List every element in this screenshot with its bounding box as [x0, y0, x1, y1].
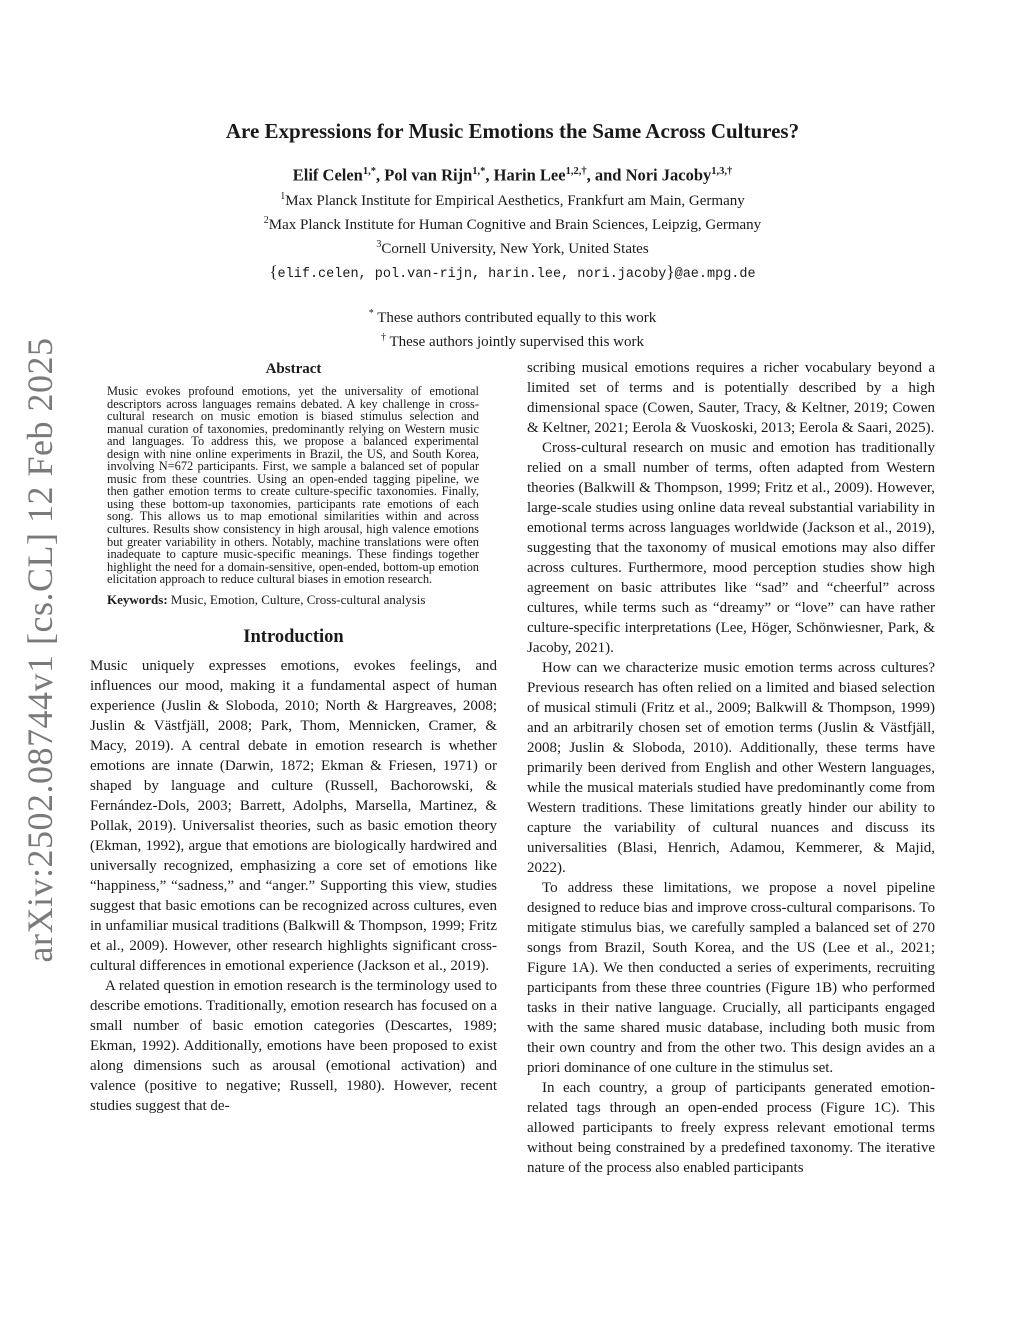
paper-header	[90, 118, 935, 352]
left-column	[90, 358, 497, 1116]
body-paragraph: Cross-cultural research on music and emotion has traditionally relied on a small number of terms, often adapted from Western theories (Balkwill & Thompson, 1999; Fritz et al., 2009). However, large-scale studies using online data reveal substantial variability in emotional terms across languages worldwide (Jackson et al., 2019), suggesting that the taxonomy of musical emotions may also differ across cultures. Furthermore, mood perception studies show high agreement on basic attributes like “sad” and “cheerful” across cultures, while terms such as “dreamy” or “love” can have rather culture-specific interpretations (Lee, Höger, Schönwiesner, Park, & Jacoby, 2021).	[527, 440, 935, 656]
author-name: Elif Celen	[292, 165, 363, 185]
body-paragraph: To address these limitations, we propose a novel pipeline designed to reduce bias and improve cross-cultural comparisons. To mitigate stimulus bias, we carefully sampled a balanced set of 270 songs from Brazil, South Korea, and the US (Lee et al., 2021; Figure 1A). We then conducted a series of experiments, recruiting participants from these three countries (Figure 1B) who performed tasks in their native language. Crucially, all participants engaged with the same shared music database, including both music from their own country and from the other two. This design avides an a priori dominance of one culture in the stimulus set.	[527, 880, 935, 1076]
author-notes	[90, 304, 935, 352]
author-name: Nori Jacoby	[625, 165, 712, 185]
author-marks: 1,*	[472, 166, 486, 177]
author-name: Harin Lee	[493, 165, 566, 185]
author-separator: , and	[586, 165, 626, 185]
keywords-list: Music, Emotion, Culture, Cross-cultural analysis	[170, 591, 426, 607]
arxiv-identifier-stamp: arXiv:2502.08744v1 [cs.CL] 12 Feb 2025	[20, 337, 60, 963]
abstract-heading: Abstract	[265, 361, 322, 377]
introduction-heading: Introduction	[243, 626, 344, 647]
author-list	[90, 161, 935, 187]
email-domain: @ae.mpg.de	[674, 266, 756, 282]
author-marks: 1,2,†	[565, 166, 587, 177]
equal-contribution-note: * These authors contributed equally to this work	[368, 307, 657, 326]
affiliation-3: $^3$Cornell University, New York, United States	[376, 238, 649, 257]
abstract-body: Music evokes profound emotions, yet the universality of emotional descriptors across languages remains debated. A key challenge in cross-cultural research on music emotion is biased stimulus selection and manual curation of taxonomies, predominantly relying on Western music and languages. To address this, we propose a balanced experimental design with nine online experiments in Brazil, the US, and South Korea, involving N=672 participants. First, we sample a balanced set of popular music from these countries. Using an open-ended tagging pipeline, we then gather emotion terms to create culture-specific taxonomies. Finally, using these bottom-up taxonomies, participants rate emotions of each song. This allows us to map emotional similarities within and across cultures. Results show consistency in high arousal, high valence emotions but greater variability in others. Notably, machine translations were often inadequate to capture music-specific meanings. These findings together highlight the need for a domain-sensitive, open-ended, bottom-up emotion elicitation approach to reduce cultural biases in emotion research.	[107, 384, 479, 587]
author-emails	[90, 261, 935, 286]
intro-paragraph-2: A related question in emotion research is the terminology used to describe emotions. Traditionally, emotion research has focused on a small number of basic emotion categories (Descartes, 1989; Ekman, 1992). Additionally, emotions have been proposed to exist along dimensions such as arousal (emotional activation) and valence (positive to negative; Russell, 1980). However, recent studies suggest that de-	[90, 977, 497, 1114]
affiliation-1: $^1$Max Planck Institute for Empirical Aesthetics, Frankfurt am Main, Germany	[280, 190, 745, 209]
intro-paragraph-1: Music uniquely expresses emotions, evokes feelings, and influences our mood, making it a fundamental aspect of human experience (Juslin & Sloboda, 2010; North & Hargreaves, 2008; Juslin & Västfjäll, 2008; Park, Thom, Mennicken, Cramer, & Macy, 2019). A central debate in emotion research is whether emotions are innate (Darwin, 1872; Ekman & Friesen, 1971) or shaped by language and culture (Russell, Bachorowski, & Fernández-Dols, 2003; Barrett, Adolphs, Marsella, Martinez, & Pollak, 2019). Universalist theories, such as basic emotion theory (Ekman, 1992), argue that emotions are biologically hardwired and universally recognized, emphasizing a core set of emotions like “happiness,” “sadness,” and “anger.” Supporting this view, studies suggest that basic emotions can be recognized across cultures, even in unfamiliar musical traditions (Balkwill & Thompson, 1999; Fritz et al., 2009). However, other research highlights significant cross-cultural differences in emotional experience (Jackson et al., 2019).	[90, 657, 497, 974]
email-usernames: elif.celen, pol.van-rijn, harin.lee, nori.jacoby	[277, 266, 667, 282]
joint-supervision-note: † These authors jointly supervised this work	[380, 331, 645, 350]
author-name: Pol van Rijn	[384, 165, 473, 185]
author-marks: 1,*	[362, 166, 376, 177]
right-column	[527, 358, 935, 1178]
body-paragraph: In each country, a group of participants generated emotion-related tags through an open-ended process (Figure 1C). This allowed participants to freely express relevant emotional terms without being constrained by a predefined taxonomy. The iterative nature of the process also enabled participants	[527, 1080, 935, 1176]
paper-title: Are Expressions for Music Emotions the Same Across Cultures?	[225, 119, 800, 143]
author-separator: ,	[375, 165, 385, 185]
keywords	[107, 592, 479, 608]
keywords-label: Keywords:	[107, 591, 168, 607]
author-separator: ,	[485, 165, 494, 185]
close-brace: }	[666, 261, 675, 281]
affiliation-2: $^2$Max Planck Institute for Human Cognitive and Brain Sciences, Leipzig, Germany	[263, 214, 762, 233]
open-brace: {	[269, 261, 278, 281]
body-paragraph: How can we characterize music emotion terms across cultures? Previous research has often relied on a limited and biased selection of musical stimuli (Fritz et al., 2009; Balkwill & Thompson, 1999) and an arbitrarily chosen set of emotion terms (Juslin & Västfjäll, 2008; Juslin & Sloboda, 2010). Additionally, these terms have primarily been derived from English and other Western languages, while the musical materials studied have predominantly come from Western traditions. These limitations greatly hinder our ability to capture the variability of cultural nuances and discuss its universalities (Blasi, Henrich, Adamou, Kemmerer, & Majid, 2022).	[527, 660, 935, 876]
body-paragraph: scribing musical emotions requires a richer vocabulary beyond a limited set of terms and is potentially described by a high dimensional space (Cowen, Sauter, Tracy, & Keltner, 2019; Cowen & Keltner, 2021; Eerola & Vuoskoski, 2013; Eerola & Saari, 2025).	[527, 360, 935, 436]
author-marks: 1,3,†	[711, 166, 733, 177]
